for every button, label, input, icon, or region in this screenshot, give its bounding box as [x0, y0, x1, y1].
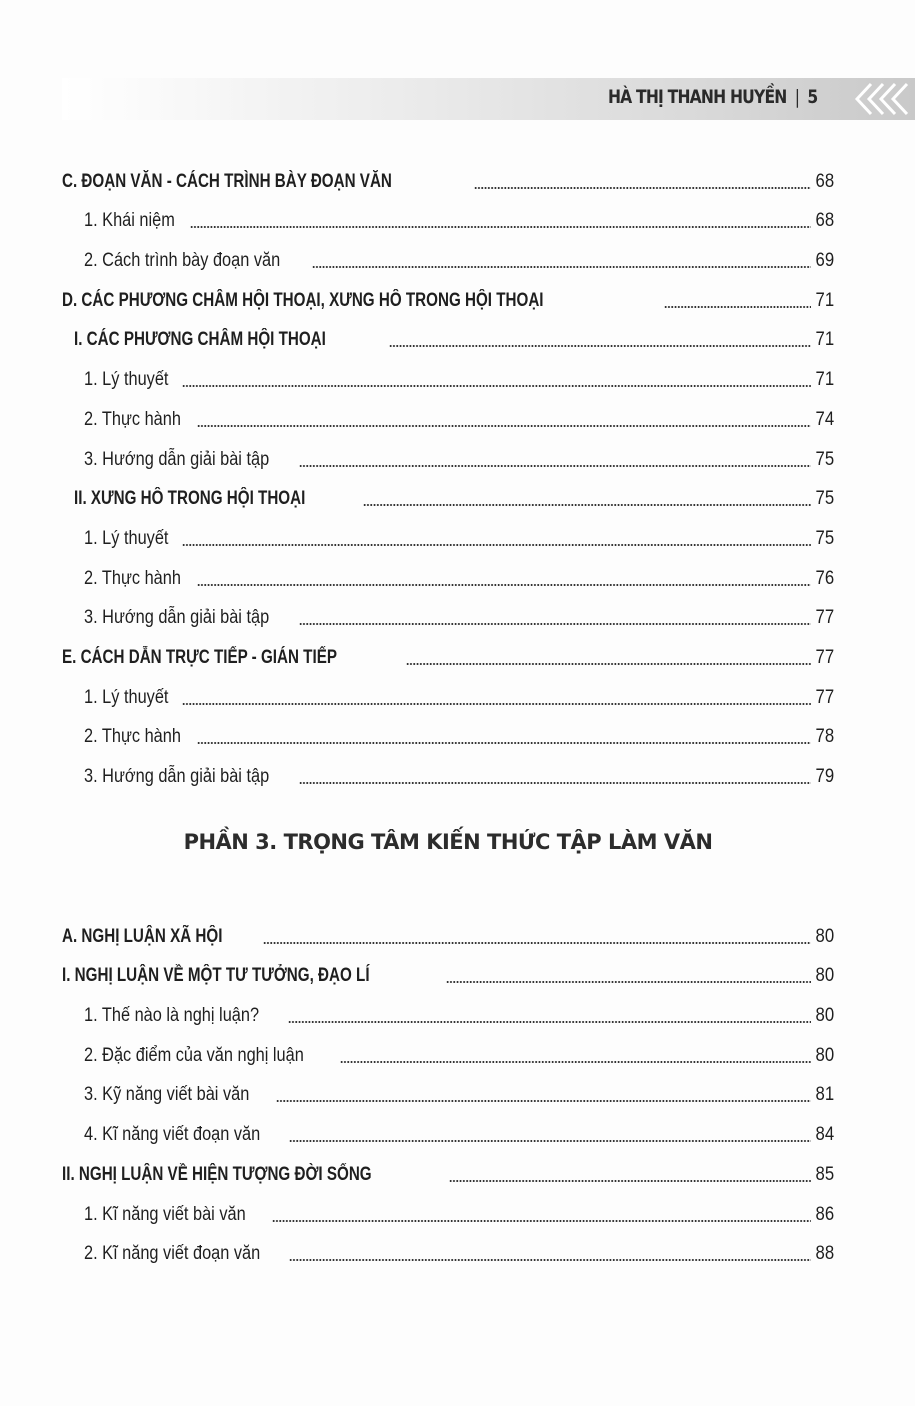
chevrons-icon [853, 80, 915, 118]
toc-entry-page: 85 [815, 1163, 834, 1185]
toc-entry [62, 1028, 834, 1068]
toc-entry [62, 949, 834, 989]
toc-entry [62, 352, 834, 392]
dot-leader [263, 942, 811, 944]
toc-entry-label: 3. Kỹ năng viết bài văn [84, 1084, 250, 1106]
dot-leader [389, 345, 811, 347]
toc-entry [62, 273, 834, 313]
toc-entry [62, 432, 834, 472]
toc-entry-page: 71 [815, 289, 834, 311]
toc-entry [62, 591, 834, 631]
dot-leader [299, 623, 811, 625]
toc-entry-page: 80 [815, 925, 834, 947]
toc-entry-page: 81 [815, 1084, 834, 1106]
toc-entry-label: 1. Lý thuyết [84, 369, 169, 391]
dot-leader [664, 306, 811, 308]
dot-leader [288, 1021, 811, 1023]
dot-leader [312, 266, 811, 268]
toc-entry-page: 79 [815, 766, 834, 787]
dot-leader [299, 782, 811, 784]
toc-entry-page: 71 [815, 369, 834, 391]
dot-leader [474, 187, 810, 189]
dot-leader [363, 504, 811, 506]
toc-entry-label: 1. Thế nào là nghị luận? [84, 1005, 260, 1027]
toc-entry [62, 1187, 834, 1227]
header-separator: | [794, 86, 799, 108]
toc-entry-label: 2. Thực hành [84, 567, 181, 589]
dot-leader [182, 703, 811, 705]
toc-entry-label: 1. Lý thuyết [84, 527, 169, 549]
toc-entry-label: 1. Khái niệm [84, 210, 175, 232]
toc-entry-label: 2. Cách trình bày đoạn văn [84, 250, 281, 272]
toc-entry-page: 86 [815, 1203, 834, 1225]
toc-entry-label: II. XƯNG HÔ TRONG HỘI THOẠI [74, 488, 306, 510]
toc-entry-label: C. ĐOẠN VĂN - CÁCH TRÌNH BÀY ĐOẠN VĂN [62, 170, 392, 192]
toc-entry-label: 3. Hướng dẫn giải bài tập [84, 448, 270, 470]
toc-entry-page: 80 [815, 1044, 834, 1066]
dot-leader [276, 1100, 811, 1102]
toc-entry [62, 749, 834, 789]
toc-entry-page: 68 [815, 170, 834, 192]
dot-leader [289, 1140, 811, 1142]
toc-entry-page: 74 [815, 408, 834, 430]
toc-entry [62, 154, 834, 194]
author-name: HÀ THỊ THANH HUYỀN [607, 86, 787, 108]
dot-leader [299, 465, 811, 467]
toc-entry [62, 988, 834, 1028]
toc-entry [62, 551, 834, 591]
toc-entry-label: 2. Thực hành [84, 408, 181, 430]
toc-entry-label: D. CÁC PHƯƠNG CHÂM HỘI THOẠI, XƯNG HÔ TRONG HỘI THOẠI [62, 289, 544, 311]
toc-entry [62, 194, 834, 234]
dot-leader [197, 584, 811, 586]
dot-leader [406, 663, 811, 665]
toc-entry [62, 511, 834, 551]
toc-entry-label: I. CÁC PHƯƠNG CHÂM HỘI THOẠI [74, 329, 326, 351]
toc-entry-label: 1. Lý thuyết [84, 686, 169, 708]
toc-entry-page: 77 [815, 646, 834, 668]
toc-entry [62, 472, 834, 512]
dot-leader [272, 1220, 811, 1222]
toc-entry-page: 80 [815, 1005, 834, 1027]
dot-leader [197, 742, 811, 744]
toc-entry [62, 909, 834, 949]
toc-entry-page: 71 [815, 329, 834, 351]
toc-entry-page: 69 [815, 250, 834, 272]
toc-entry-page: 77 [815, 607, 834, 629]
toc-entry-page: 84 [815, 1124, 834, 1146]
toc-entry [62, 1068, 834, 1108]
dot-leader [182, 544, 811, 546]
toc-entry-page: 75 [815, 448, 834, 470]
toc-entry [62, 313, 834, 353]
toc-entry-label: 2. Kĩ năng viết đoạn văn [84, 1243, 261, 1265]
dot-leader [182, 385, 811, 387]
dot-leader [190, 226, 811, 228]
toc-entry-page: 77 [815, 686, 834, 708]
toc-entry-label: 3. Hướng dẫn giải bài tập [84, 766, 270, 787]
toc-entry [62, 710, 834, 750]
toc-entry-page: 88 [815, 1243, 834, 1265]
toc-entry-page: 75 [815, 527, 834, 549]
toc-entry [62, 392, 834, 432]
part-title: PHẦN 3. TRỌNG TÂM KIẾN THỨC TẬP LÀM VĂN [183, 830, 713, 854]
toc-entry-label: A. NGHỊ LUẬN XÃ HỘI [62, 925, 223, 947]
toc-entry [62, 233, 834, 273]
toc-entry [62, 1107, 834, 1147]
toc-entry [62, 1147, 834, 1187]
toc-entry-page: 78 [815, 726, 834, 748]
toc-entry-label: E. CÁCH DẪN TRỰC TIẾP - GIÁN TIẾP [62, 646, 337, 668]
page-number: 5 [806, 86, 817, 108]
toc-entry-page: 76 [815, 567, 834, 589]
toc-entry-label: 2. Đặc điểm của văn nghị luận [84, 1044, 304, 1066]
toc-entry [62, 670, 834, 710]
toc-entry-label: 1. Kĩ năng viết bài văn [84, 1203, 246, 1225]
toc-entry-label: 2. Thực hành [84, 726, 181, 748]
dot-leader [289, 1259, 811, 1261]
dot-leader [197, 425, 811, 427]
running-header [608, 86, 817, 108]
toc-entry-label: 4. Kĩ năng viết đoạn văn [84, 1124, 261, 1146]
toc-entry-page: 80 [815, 965, 834, 987]
toc-entry-page: 75 [815, 488, 834, 510]
table-of-contents-part-b [62, 909, 834, 1266]
toc-entry [62, 1227, 834, 1267]
toc-entry-label: II. NGHỊ LUẬN VỀ HIỆN TƯỢNG ĐỜI SỐNG [62, 1163, 372, 1185]
dot-leader [340, 1061, 811, 1063]
toc-entry-label: 3. Hướng dẫn giải bài tập [84, 607, 270, 629]
dot-leader [446, 981, 810, 983]
toc-entry-label: I. NGHỊ LUẬN VỀ MỘT TƯ TƯỞNG, ĐẠO LÍ [62, 965, 370, 987]
toc-entry-page: 68 [815, 210, 834, 232]
dot-leader [449, 1180, 811, 1182]
toc-entry [62, 630, 834, 670]
table-of-contents-part-a [62, 154, 834, 789]
